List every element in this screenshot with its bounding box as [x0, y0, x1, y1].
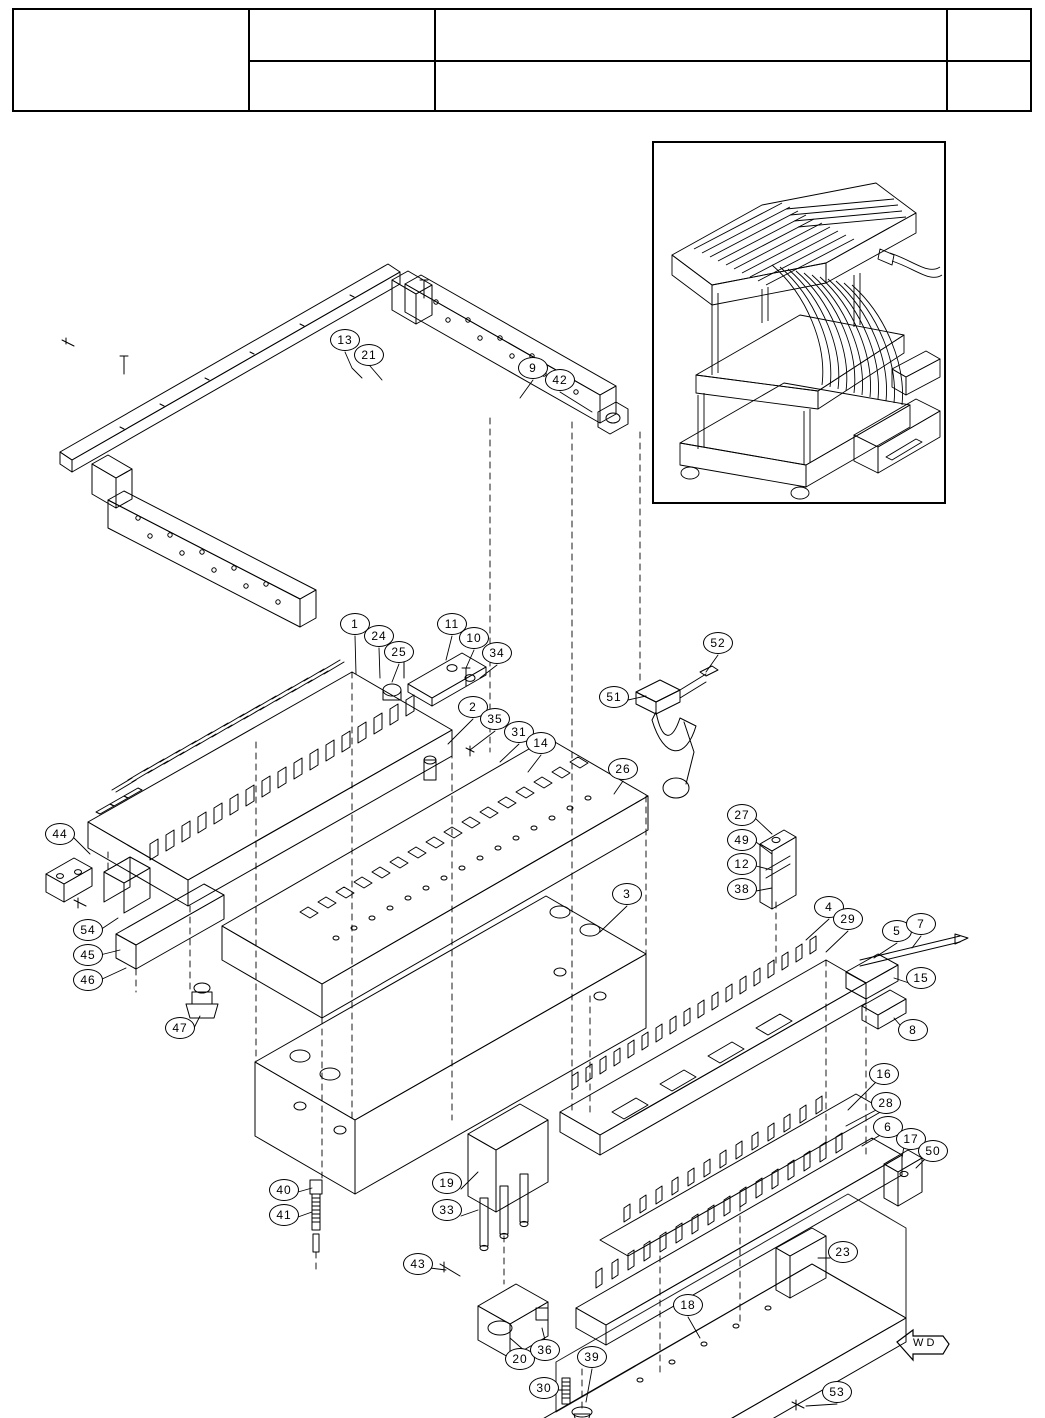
- assembly-overview-inset: [652, 141, 946, 504]
- title-block-cell-desc-bottom: [434, 60, 946, 110]
- callout-5: 5: [882, 920, 912, 942]
- callout-9: 9: [518, 357, 548, 379]
- callout-17: 17: [896, 1128, 926, 1150]
- callout-8: 8: [898, 1019, 928, 1041]
- callout-1: 1: [340, 613, 370, 635]
- callout-13: 13: [330, 329, 360, 351]
- title-block-cell-mid-bottom: [248, 60, 434, 110]
- callout-6: 6: [873, 1116, 903, 1138]
- callout-34: 34: [482, 642, 512, 664]
- title-block-cell-mid-top: [248, 10, 434, 60]
- callout-19: 19: [432, 1172, 462, 1194]
- callout-12: 12: [727, 853, 757, 875]
- callout-18: 18: [673, 1294, 703, 1316]
- callout-51: 51: [599, 686, 629, 708]
- callout-40: 40: [269, 1179, 299, 1201]
- callout-52: 52: [703, 632, 733, 654]
- callout-29: 29: [833, 908, 863, 930]
- callout-38: 38: [727, 878, 757, 900]
- callout-31: 31: [504, 721, 534, 743]
- callout-20: 20: [505, 1348, 535, 1370]
- callout-54: 54: [73, 919, 103, 941]
- callout-4: 4: [814, 896, 844, 918]
- callout-3: 3: [612, 883, 642, 905]
- callout-30: 30: [529, 1377, 559, 1399]
- callout-25: 25: [384, 641, 414, 663]
- title-block-cell-right-bottom: [946, 60, 1030, 110]
- callout-42: 42: [545, 369, 575, 391]
- callout-47: 47: [165, 1017, 195, 1039]
- callout-36: 36: [530, 1339, 560, 1361]
- callout-21: 21: [354, 344, 384, 366]
- callout-15: 15: [906, 967, 936, 989]
- callout-11: 11: [437, 613, 467, 635]
- exploded-parts-diagram: [0, 112, 1045, 1418]
- callout-39: 39: [577, 1346, 607, 1368]
- callout-45: 45: [73, 944, 103, 966]
- callout-35: 35: [480, 708, 510, 730]
- callout-14: 14: [526, 732, 556, 754]
- callout-49: 49: [727, 829, 757, 851]
- callout-44: 44: [45, 823, 75, 845]
- callout-26: 26: [608, 758, 638, 780]
- callout-43: 43: [403, 1253, 433, 1275]
- callout-7: 7: [906, 913, 936, 935]
- title-block-cell-right-top: [946, 10, 1030, 60]
- callout-10: 10: [459, 627, 489, 649]
- orientation-label: W D: [913, 1337, 935, 1349]
- title-block-cell-left: [14, 10, 248, 110]
- callout-16: 16: [869, 1063, 899, 1085]
- callout-23: 23: [828, 1241, 858, 1263]
- title-block-cell-desc-top: [434, 10, 946, 60]
- callout-50: 50: [918, 1140, 948, 1162]
- callout-2: 2: [458, 696, 488, 718]
- inset-machine-illustration: [654, 143, 944, 502]
- title-block: [12, 8, 1032, 112]
- callout-46: 46: [73, 969, 103, 991]
- orientation-marker: [895, 1324, 951, 1369]
- callout-28: 28: [871, 1092, 901, 1114]
- callout-53: 53: [822, 1381, 852, 1403]
- callout-27: 27: [727, 804, 757, 826]
- callout-24: 24: [364, 625, 394, 647]
- callout-33: 33: [432, 1199, 462, 1221]
- callout-41: 41: [269, 1204, 299, 1226]
